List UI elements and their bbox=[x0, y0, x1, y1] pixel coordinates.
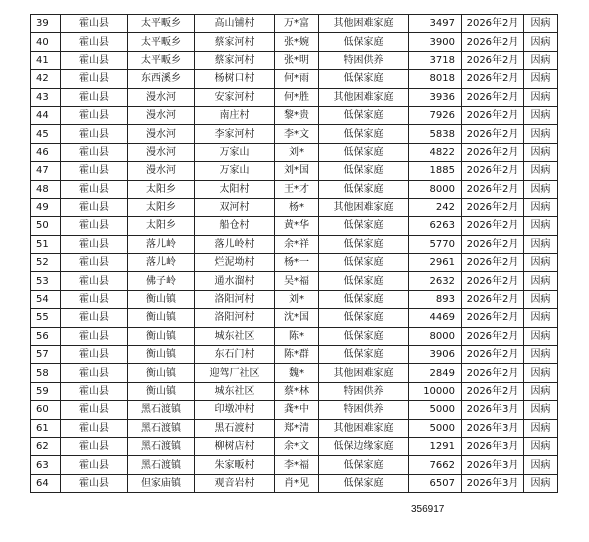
village-cell: 洛阳河村 bbox=[195, 290, 275, 308]
date-cell: 2026年2月 bbox=[462, 162, 524, 180]
name-cell: 刘* bbox=[275, 143, 319, 161]
name-cell: 黄*华 bbox=[275, 217, 319, 235]
reason-cell: 因病 bbox=[524, 272, 558, 290]
township-cell: 漫水河 bbox=[128, 143, 195, 161]
township-cell: 漫水河 bbox=[128, 88, 195, 106]
county-cell: 霍山县 bbox=[61, 401, 128, 419]
village-cell: 南庄村 bbox=[195, 106, 275, 124]
county-cell: 霍山县 bbox=[61, 272, 128, 290]
name-cell: 何*雨 bbox=[275, 70, 319, 88]
county-cell: 霍山县 bbox=[61, 106, 128, 124]
amount-cell: 3906 bbox=[409, 346, 462, 364]
township-cell: 太平畈乡 bbox=[128, 15, 195, 33]
table-row bbox=[31, 235, 558, 253]
township-cell: 但家庙镇 bbox=[128, 474, 195, 492]
household-type-cell: 低保家庭 bbox=[319, 125, 409, 143]
county-cell: 霍山县 bbox=[61, 51, 128, 69]
village-cell: 万家山 bbox=[195, 143, 275, 161]
household-type-cell: 低保家庭 bbox=[319, 180, 409, 198]
table-row bbox=[31, 51, 558, 69]
amount-cell: 2961 bbox=[409, 254, 462, 272]
county-cell: 霍山县 bbox=[61, 364, 128, 382]
table-row bbox=[31, 437, 558, 455]
date-cell: 2026年2月 bbox=[462, 217, 524, 235]
amount-cell: 8000 bbox=[409, 180, 462, 198]
county-cell: 霍山县 bbox=[61, 88, 128, 106]
row-number-cell: 49 bbox=[31, 198, 61, 216]
reason-cell: 因病 bbox=[524, 290, 558, 308]
amount-cell: 4469 bbox=[409, 309, 462, 327]
reason-cell: 因病 bbox=[524, 70, 558, 88]
table-row bbox=[31, 180, 558, 198]
household-type-cell: 低保家庭 bbox=[319, 474, 409, 492]
amount-cell: 7926 bbox=[409, 106, 462, 124]
amount-cell: 3900 bbox=[409, 33, 462, 51]
reason-cell: 因病 bbox=[524, 474, 558, 492]
household-type-cell: 低保边缘家庭 bbox=[319, 437, 409, 455]
row-number-cell: 63 bbox=[31, 456, 61, 474]
table-row bbox=[31, 33, 558, 51]
date-cell: 2026年2月 bbox=[462, 272, 524, 290]
date-cell: 2026年3月 bbox=[462, 456, 524, 474]
table-row bbox=[31, 254, 558, 272]
township-cell: 漫水河 bbox=[128, 106, 195, 124]
township-cell: 衡山镇 bbox=[128, 309, 195, 327]
county-cell: 霍山县 bbox=[61, 382, 128, 400]
name-cell: 何*胜 bbox=[275, 88, 319, 106]
name-cell: 杨*一 bbox=[275, 254, 319, 272]
date-cell: 2026年2月 bbox=[462, 235, 524, 253]
county-cell: 霍山县 bbox=[61, 180, 128, 198]
reason-cell: 因病 bbox=[524, 401, 558, 419]
name-cell: 万*富 bbox=[275, 15, 319, 33]
village-cell: 观音岩村 bbox=[195, 474, 275, 492]
name-cell: 蔡*林 bbox=[275, 382, 319, 400]
household-type-cell: 低保家庭 bbox=[319, 70, 409, 88]
table-row bbox=[31, 419, 558, 437]
reason-cell: 因病 bbox=[524, 51, 558, 69]
reason-cell: 因病 bbox=[524, 180, 558, 198]
county-cell: 霍山县 bbox=[61, 327, 128, 345]
household-type-cell: 其他困难家庭 bbox=[319, 364, 409, 382]
reason-cell: 因病 bbox=[524, 419, 558, 437]
row-number-cell: 39 bbox=[31, 15, 61, 33]
county-cell: 霍山县 bbox=[61, 15, 128, 33]
row-number-cell: 40 bbox=[31, 33, 61, 51]
name-cell: 余*文 bbox=[275, 437, 319, 455]
date-cell: 2026年2月 bbox=[462, 198, 524, 216]
household-type-cell: 低保家庭 bbox=[319, 309, 409, 327]
township-cell: 佛子岭 bbox=[128, 272, 195, 290]
row-number-cell: 56 bbox=[31, 327, 61, 345]
name-cell: 吴*福 bbox=[275, 272, 319, 290]
village-cell: 城东社区 bbox=[195, 327, 275, 345]
village-cell: 东石门村 bbox=[195, 346, 275, 364]
table-row bbox=[31, 456, 558, 474]
county-cell: 霍山县 bbox=[61, 143, 128, 161]
date-cell: 2026年3月 bbox=[462, 437, 524, 455]
amount-cell: 242 bbox=[409, 198, 462, 216]
reason-cell: 因病 bbox=[524, 33, 558, 51]
table-row bbox=[31, 143, 558, 161]
name-cell: 魏* bbox=[275, 364, 319, 382]
county-cell: 霍山县 bbox=[61, 254, 128, 272]
village-cell: 落儿岭村 bbox=[195, 235, 275, 253]
row-number-cell: 54 bbox=[31, 290, 61, 308]
date-cell: 2026年2月 bbox=[462, 346, 524, 364]
reason-cell: 因病 bbox=[524, 217, 558, 235]
county-cell: 霍山县 bbox=[61, 437, 128, 455]
household-type-cell: 其他困难家庭 bbox=[319, 419, 409, 437]
amount-cell: 6507 bbox=[409, 474, 462, 492]
amount-cell: 3936 bbox=[409, 88, 462, 106]
name-cell: 肖*见 bbox=[275, 474, 319, 492]
date-cell: 2026年2月 bbox=[462, 15, 524, 33]
household-type-cell: 低保家庭 bbox=[319, 235, 409, 253]
village-cell: 迎驾厂社区 bbox=[195, 364, 275, 382]
household-type-cell: 其他困难家庭 bbox=[319, 198, 409, 216]
name-cell: 杨* bbox=[275, 198, 319, 216]
date-cell: 2026年2月 bbox=[462, 180, 524, 198]
household-type-cell: 低保家庭 bbox=[319, 217, 409, 235]
county-cell: 霍山县 bbox=[61, 346, 128, 364]
date-cell: 2026年2月 bbox=[462, 290, 524, 308]
name-cell: 余*祥 bbox=[275, 235, 319, 253]
township-cell: 衡山镇 bbox=[128, 327, 195, 345]
amount-cell: 2849 bbox=[409, 364, 462, 382]
village-cell: 太阳村 bbox=[195, 180, 275, 198]
reason-cell: 因病 bbox=[524, 254, 558, 272]
county-cell: 霍山县 bbox=[61, 70, 128, 88]
date-cell: 2026年2月 bbox=[462, 309, 524, 327]
township-cell: 太阳乡 bbox=[128, 180, 195, 198]
township-cell: 黑石渡镇 bbox=[128, 456, 195, 474]
household-type-cell: 特困供养 bbox=[319, 51, 409, 69]
amount-cell: 1291 bbox=[409, 437, 462, 455]
amount-cell: 2632 bbox=[409, 272, 462, 290]
village-cell: 蔡家河村 bbox=[195, 33, 275, 51]
amount-cell: 8018 bbox=[409, 70, 462, 88]
household-type-cell: 低保家庭 bbox=[319, 106, 409, 124]
reason-cell: 因病 bbox=[524, 235, 558, 253]
table-row bbox=[31, 217, 558, 235]
household-type-cell: 低保家庭 bbox=[319, 327, 409, 345]
date-cell: 2026年2月 bbox=[462, 33, 524, 51]
reason-cell: 因病 bbox=[524, 198, 558, 216]
date-cell: 2026年2月 bbox=[462, 254, 524, 272]
aid-recipient-table bbox=[30, 14, 557, 493]
name-cell: 刘*国 bbox=[275, 162, 319, 180]
township-cell: 落儿岭 bbox=[128, 254, 195, 272]
row-number-cell: 46 bbox=[31, 143, 61, 161]
name-cell: 王*才 bbox=[275, 180, 319, 198]
table-row bbox=[31, 198, 558, 216]
row-number-cell: 50 bbox=[31, 217, 61, 235]
township-cell: 漫水河 bbox=[128, 125, 195, 143]
amount-cell: 3718 bbox=[409, 51, 462, 69]
reason-cell: 因病 bbox=[524, 106, 558, 124]
row-number-cell: 41 bbox=[31, 51, 61, 69]
amount-cell: 6263 bbox=[409, 217, 462, 235]
row-number-cell: 61 bbox=[31, 419, 61, 437]
row-number-cell: 52 bbox=[31, 254, 61, 272]
township-cell: 黑石渡镇 bbox=[128, 401, 195, 419]
date-cell: 2026年2月 bbox=[462, 88, 524, 106]
date-cell: 2026年2月 bbox=[462, 327, 524, 345]
county-cell: 霍山县 bbox=[61, 456, 128, 474]
township-cell: 落儿岭 bbox=[128, 235, 195, 253]
date-cell: 2026年2月 bbox=[462, 364, 524, 382]
township-cell: 衡山镇 bbox=[128, 382, 195, 400]
village-cell: 船仓村 bbox=[195, 217, 275, 235]
county-cell: 霍山县 bbox=[61, 217, 128, 235]
row-number-cell: 53 bbox=[31, 272, 61, 290]
household-type-cell: 特困供养 bbox=[319, 382, 409, 400]
village-cell: 蔡家河村 bbox=[195, 51, 275, 69]
table-row bbox=[31, 106, 558, 124]
date-cell: 2026年2月 bbox=[462, 125, 524, 143]
township-cell: 衡山镇 bbox=[128, 290, 195, 308]
reason-cell: 因病 bbox=[524, 309, 558, 327]
row-number-cell: 57 bbox=[31, 346, 61, 364]
village-cell: 李家河村 bbox=[195, 125, 275, 143]
reason-cell: 因病 bbox=[524, 143, 558, 161]
reason-cell: 因病 bbox=[524, 364, 558, 382]
village-cell: 印墩冲村 bbox=[195, 401, 275, 419]
reason-cell: 因病 bbox=[524, 382, 558, 400]
amount-cell: 893 bbox=[409, 290, 462, 308]
table-row bbox=[31, 88, 558, 106]
amount-cell: 5838 bbox=[409, 125, 462, 143]
amount-cell: 5000 bbox=[409, 401, 462, 419]
county-cell: 霍山县 bbox=[61, 290, 128, 308]
village-cell: 烂泥坳村 bbox=[195, 254, 275, 272]
name-cell: 张*婉 bbox=[275, 33, 319, 51]
amount-cell: 3497 bbox=[409, 15, 462, 33]
township-cell: 太平畈乡 bbox=[128, 33, 195, 51]
amount-cell: 5000 bbox=[409, 419, 462, 437]
table-row bbox=[31, 346, 558, 364]
table-row bbox=[31, 382, 558, 400]
household-type-cell: 低保家庭 bbox=[319, 272, 409, 290]
total-amount: 356917 bbox=[411, 504, 445, 515]
reason-cell: 因病 bbox=[524, 437, 558, 455]
table-row bbox=[31, 125, 558, 143]
township-cell: 太阳乡 bbox=[128, 198, 195, 216]
date-cell: 2026年3月 bbox=[462, 401, 524, 419]
name-cell: 李*文 bbox=[275, 125, 319, 143]
amount-cell: 1885 bbox=[409, 162, 462, 180]
household-type-cell: 低保家庭 bbox=[319, 33, 409, 51]
row-number-cell: 47 bbox=[31, 162, 61, 180]
township-cell: 黑石渡镇 bbox=[128, 437, 195, 455]
name-cell: 张*明 bbox=[275, 51, 319, 69]
table-row bbox=[31, 401, 558, 419]
table-row bbox=[31, 70, 558, 88]
village-cell: 黑石渡村 bbox=[195, 419, 275, 437]
village-cell: 高山铺村 bbox=[195, 15, 275, 33]
row-number-cell: 48 bbox=[31, 180, 61, 198]
household-type-cell: 其他困难家庭 bbox=[319, 15, 409, 33]
township-cell: 东西溪乡 bbox=[128, 70, 195, 88]
date-cell: 2026年2月 bbox=[462, 70, 524, 88]
county-cell: 霍山县 bbox=[61, 309, 128, 327]
village-cell: 城东社区 bbox=[195, 382, 275, 400]
village-cell: 杨树口村 bbox=[195, 70, 275, 88]
township-cell: 衡山镇 bbox=[128, 346, 195, 364]
household-type-cell: 低保家庭 bbox=[319, 290, 409, 308]
county-cell: 霍山县 bbox=[61, 419, 128, 437]
table-row bbox=[31, 474, 558, 492]
county-cell: 霍山县 bbox=[61, 474, 128, 492]
row-number-cell: 51 bbox=[31, 235, 61, 253]
reason-cell: 因病 bbox=[524, 88, 558, 106]
row-number-cell: 62 bbox=[31, 437, 61, 455]
table-row bbox=[31, 272, 558, 290]
amount-cell: 5770 bbox=[409, 235, 462, 253]
county-cell: 霍山县 bbox=[61, 33, 128, 51]
reason-cell: 因病 bbox=[524, 456, 558, 474]
table-row bbox=[31, 15, 558, 33]
reason-cell: 因病 bbox=[524, 346, 558, 364]
county-cell: 霍山县 bbox=[61, 162, 128, 180]
village-cell: 柳树店村 bbox=[195, 437, 275, 455]
date-cell: 2026年2月 bbox=[462, 143, 524, 161]
reason-cell: 因病 bbox=[524, 327, 558, 345]
amount-cell: 8000 bbox=[409, 327, 462, 345]
county-cell: 霍山县 bbox=[61, 198, 128, 216]
name-cell: 刘* bbox=[275, 290, 319, 308]
name-cell: 龚*中 bbox=[275, 401, 319, 419]
table-row bbox=[31, 162, 558, 180]
village-cell: 通水溜村 bbox=[195, 272, 275, 290]
row-number-cell: 42 bbox=[31, 70, 61, 88]
name-cell: 李*福 bbox=[275, 456, 319, 474]
county-cell: 霍山县 bbox=[61, 125, 128, 143]
amount-cell: 10000 bbox=[409, 382, 462, 400]
name-cell: 沈*国 bbox=[275, 309, 319, 327]
table-row bbox=[31, 290, 558, 308]
date-cell: 2026年2月 bbox=[462, 382, 524, 400]
reason-cell: 因病 bbox=[524, 15, 558, 33]
row-number-cell: 60 bbox=[31, 401, 61, 419]
name-cell: 陈* bbox=[275, 327, 319, 345]
household-type-cell: 低保家庭 bbox=[319, 456, 409, 474]
name-cell: 陈*群 bbox=[275, 346, 319, 364]
name-cell: 郑*清 bbox=[275, 419, 319, 437]
row-number-cell: 44 bbox=[31, 106, 61, 124]
village-cell: 万家山 bbox=[195, 162, 275, 180]
amount-cell: 4822 bbox=[409, 143, 462, 161]
date-cell: 2026年3月 bbox=[462, 419, 524, 437]
village-cell: 双河村 bbox=[195, 198, 275, 216]
household-type-cell: 低保家庭 bbox=[319, 162, 409, 180]
name-cell: 黎*贵 bbox=[275, 106, 319, 124]
table-body bbox=[31, 15, 558, 493]
row-number-cell: 59 bbox=[31, 382, 61, 400]
table-row bbox=[31, 327, 558, 345]
date-cell: 2026年2月 bbox=[462, 106, 524, 124]
row-number-cell: 45 bbox=[31, 125, 61, 143]
reason-cell: 因病 bbox=[524, 125, 558, 143]
date-cell: 2026年3月 bbox=[462, 474, 524, 492]
amount-cell: 7662 bbox=[409, 456, 462, 474]
township-cell: 衡山镇 bbox=[128, 364, 195, 382]
table-row bbox=[31, 309, 558, 327]
township-cell: 太阳乡 bbox=[128, 217, 195, 235]
county-cell: 霍山县 bbox=[61, 235, 128, 253]
household-type-cell: 低保家庭 bbox=[319, 254, 409, 272]
township-cell: 黑石渡镇 bbox=[128, 419, 195, 437]
household-type-cell: 特困供养 bbox=[319, 401, 409, 419]
village-cell: 洛阳河村 bbox=[195, 309, 275, 327]
village-cell: 安家河村 bbox=[195, 88, 275, 106]
row-number-cell: 58 bbox=[31, 364, 61, 382]
township-cell: 太平畈乡 bbox=[128, 51, 195, 69]
date-cell: 2026年2月 bbox=[462, 51, 524, 69]
household-type-cell: 低保家庭 bbox=[319, 346, 409, 364]
household-type-cell: 其他困难家庭 bbox=[319, 88, 409, 106]
household-type-cell: 低保家庭 bbox=[319, 143, 409, 161]
row-number-cell: 55 bbox=[31, 309, 61, 327]
row-number-cell: 64 bbox=[31, 474, 61, 492]
township-cell: 漫水河 bbox=[128, 162, 195, 180]
village-cell: 朱家畈村 bbox=[195, 456, 275, 474]
row-number-cell: 43 bbox=[31, 88, 61, 106]
reason-cell: 因病 bbox=[524, 162, 558, 180]
table-row bbox=[31, 364, 558, 382]
